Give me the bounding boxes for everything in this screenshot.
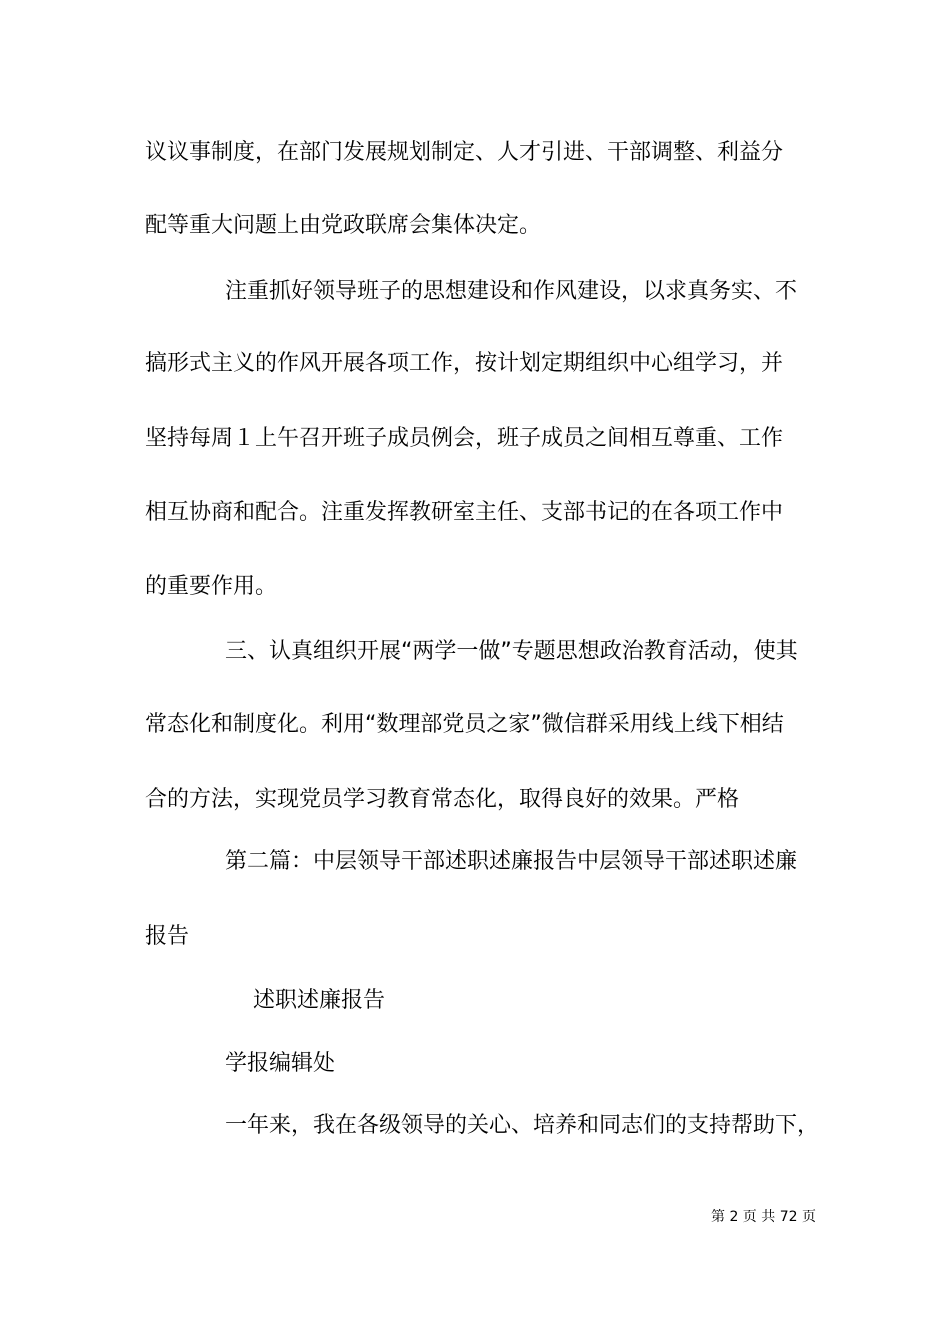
section-heading: 第二篇：中层领导干部述职述廉报告中层领导干部述职述廉 [225, 849, 798, 874]
text-line: 常态化和制度化。利用“数理部党员之家”微信群采用线上线下相结 [145, 712, 784, 737]
text-line: 配等重大问题上由党政联席会集体决定。 [145, 213, 542, 238]
text-line: 搞形式主义的作风开展各项工作，按计划定期组织中心组学习，并 [145, 351, 784, 376]
department-name: 学报编辑处 [225, 1051, 336, 1076]
page-number: 第 2 页 共 72 页 [711, 1209, 816, 1225]
text-line: 议议事制度，在部门发展规划制定、人才引进、干部调整、利益分 [145, 140, 784, 165]
text-line: 的重要作用。 [145, 574, 278, 599]
text-line: 三、认真组织开展“两学一做”专题思想政治教育活动，使其 [225, 639, 798, 664]
text-line: 合的方法，实现党员学习教育常态化，取得良好的效果。严格 [145, 787, 740, 812]
text-line: 一年来，我在各级领导的关心、培养和同志们的支持帮助下， [225, 1113, 820, 1138]
text-line: 相互协商和配合。注重发挥教研室主任、支部书记的在各项工作中 [145, 500, 784, 525]
text-line: 坚持每周１上午召开班子成员例会，班子成员之间相互尊重、工作 [145, 426, 784, 451]
section-heading: 报告 [145, 924, 190, 949]
report-title: 述职述廉报告 [253, 988, 386, 1013]
text-line: 注重抓好领导班子的思想建设和作风建设，以求真务实、不 [225, 279, 798, 304]
